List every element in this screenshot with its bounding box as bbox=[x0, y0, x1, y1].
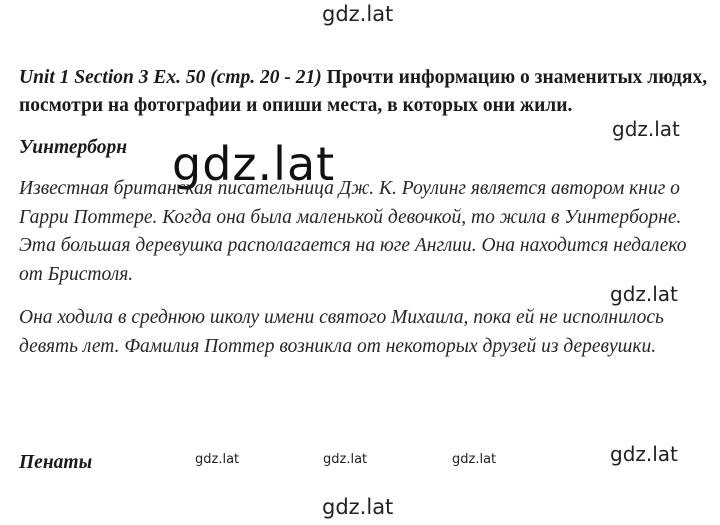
paragraph-2: Она ходила в среднюю школу имени святого Михаила, пока ей не исполнилось девять лет. Фамилия Поттер возникла от некоторых друзей из деревушки. bbox=[19, 307, 664, 357]
watermark-small-1: gdz.lat bbox=[195, 452, 240, 467]
watermark-small-3: gdz.lat bbox=[452, 452, 497, 467]
watermark-small-2: gdz.lat bbox=[323, 452, 368, 467]
section-title-penaty: Пенаты bbox=[19, 452, 93, 473]
exercise-reference: Unit 1 Section 3 Ex. 50 (стр. 20 - 21) bbox=[19, 67, 322, 88]
watermark-right-lower: gdz.lat bbox=[610, 442, 678, 466]
watermark-right-upper: gdz.lat bbox=[612, 117, 680, 141]
exercise-instruction: Прочти информацию о знаменитых людях, посмотри на фотографии и опиши места, в которых они жили. bbox=[19, 67, 708, 116]
watermark-top: gdz.lat bbox=[322, 2, 394, 26]
watermark-large: gdz.lat bbox=[172, 137, 336, 191]
watermark-right-middle: gdz.lat bbox=[610, 282, 678, 306]
section-title-winterbourne: Уинтерборн bbox=[19, 137, 128, 158]
paragraph-1: Известная британская писательница Дж. К. Роулинг является автором книг о Гарри Поттере. Когда она была маленькой девочкой, то жила в Уинтерборне. Эта большая деревушка располагается на юге Англии. Она находится недалеко от Бристоля. bbox=[19, 178, 687, 285]
watermark-bottom: gdz.lat bbox=[322, 495, 394, 519]
exercise-heading bbox=[19, 64, 709, 120]
